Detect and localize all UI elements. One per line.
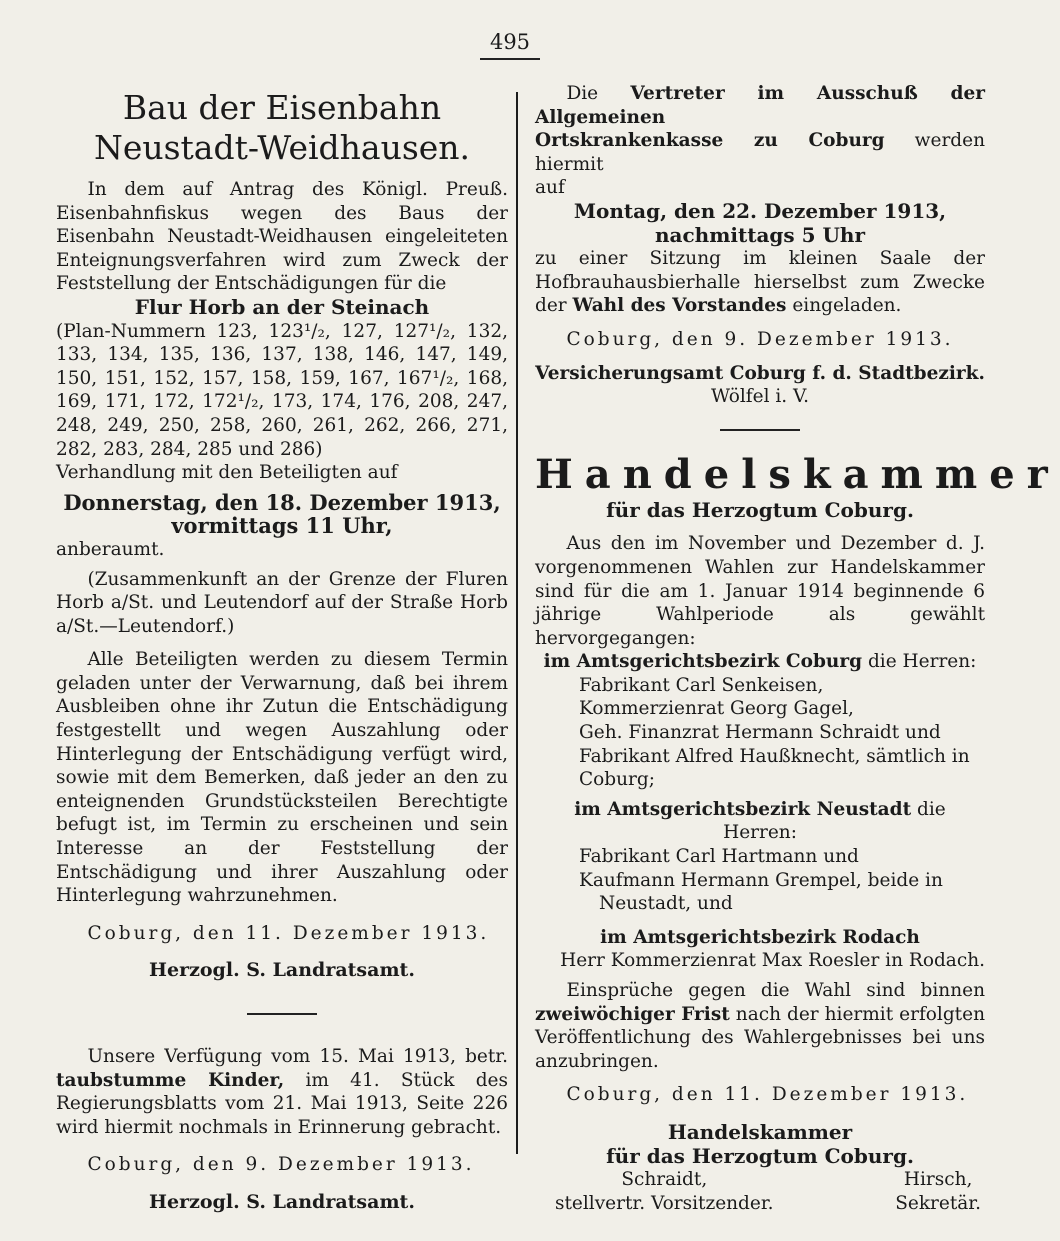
verhandlung-text: Verhandlung mit den Beteiligten auf <box>56 462 398 484</box>
hk-place-date: Coburg, den 11. Dezember 1913. <box>566 1084 969 1106</box>
notice-place-date: Coburg, den 11. Dezember 1913. <box>87 922 490 944</box>
ak-body <box>535 247 985 318</box>
ak-line2 <box>535 129 985 176</box>
notice2-pre: Unsere Verfügung vom 15. Mai 1913, betr. <box>87 1046 508 1067</box>
notice2-text <box>56 1045 508 1139</box>
notice-intro: In dem auf Antrag des Königl. Preuß. Eisenbahnfiskus wegen des Baus der Eisenbahn Neustadt-Weidhausen eingeleiteten Enteignungsverfahren wird zum Zweck der Feststellung der Entschädigungen für die <box>56 179 508 295</box>
meeting-place: (Zusammenkunft an der Grenze der Fluren Horb a/St. und Leutendorf auf der Straße Horb a/St.—Leutendorf.) <box>56 568 508 637</box>
list-item: Kommerzienrat Georg Gagel, <box>579 698 854 720</box>
plan-numbers: (Plan-Nummern 123, 123¹/₂, 127, 127¹/₂, 132, 133, 134, 135, 136, 137, 138, 146, 147, 149, 150, 151, 152, 157, 158, 159, 167, 167¹/₂, 168, 169, 171, 172, 172¹/₂, 173, 174, 176, 208, 247, 248, 249, 250, 258, 260, 261, 262, 266, 271, 282, 283, 284, 285 und 286) <box>56 320 508 460</box>
einspruch-bold: zweiwöchiger Frist <box>535 1003 730 1025</box>
bezirk1-names <box>535 674 985 792</box>
bezirk2-heading <box>535 798 985 845</box>
signatory-right <box>895 1168 981 1215</box>
ak-authority: Versicherungsamt Coburg f. d. Stadtbezirk. <box>535 362 985 384</box>
signatory-left <box>555 1168 774 1215</box>
ak-body-bold: Wahl des Vorstandes <box>572 295 787 317</box>
signatory-right-role: Sekretär. <box>895 1192 981 1214</box>
notice-body: Alle Beteiligten werden zu diesem Termin geladen unter der Verwarnung, daß bei ihrem Ausbleiben ohne ihr Zutun die Entschädigung festgestellt und wegen Auszahlung oder Hinterlegung der Entschädigung verfügt wird, sowie mit dem Bemerken, daß jeder an den zu enteignenden Grundstücksteilen Berechtigte befugt ist, im Termin zu erscheinen und sein Interesse an der Feststellung der Entschädigung und ihrer Auszahlung oder Hinterlegung wahrzunehmen. <box>56 649 508 907</box>
bezirk2-post: die Herren: <box>723 798 946 844</box>
bezirk1-post: die Herren: <box>867 651 977 673</box>
ak-line1-bold: Vertreter im Ausschuß der Allgemeinen <box>535 83 985 128</box>
notice-title-line1: Bau der Eisenbahn <box>122 88 442 127</box>
ak-line1-pre: Die <box>566 83 599 104</box>
bezirk1-heading <box>535 650 985 674</box>
bezirk3-heading: im Amtsgerichtsbezirk Rodach <box>600 926 920 948</box>
hk-signature-line1: Handelskammer <box>667 1119 853 1144</box>
einspruch-post: nach der hiermit erfolgten Veröffentlichung des Wahlergebnisses bei uns anzubringen. <box>535 1003 985 1072</box>
list-item: Neustadt, und <box>599 893 733 915</box>
notice2-place-date: Coburg, den 9. Dezember 1913. <box>87 1154 475 1176</box>
list-item: Coburg; <box>579 769 655 791</box>
list-item: Geh. Finanzrat Hermann Schraidt und <box>579 722 941 744</box>
meeting-time: vormittags 11 Uhr, <box>171 513 393 539</box>
list-item: Fabrikant Alfred Haußknecht, sämtlich in <box>579 745 970 767</box>
ak-place-date: Coburg, den 9. Dezember 1913. <box>566 328 954 350</box>
hk-signatories <box>535 1168 985 1215</box>
ak-body-post: eingeladen. <box>792 295 902 317</box>
signatory-right-name: Hirsch, <box>903 1169 973 1191</box>
ak-body-pre: zu einer Sitzung im kleinen Saale der Hofbrauhausbierhalle hierselbst zum Zwecke der <box>535 248 985 317</box>
page-number: 495 <box>489 30 531 54</box>
bezirk1-bold: im Amtsgerichtsbezirk Coburg <box>543 651 863 673</box>
hk-signature-line2: für das Herzogtum Coburg. <box>606 1143 914 1168</box>
notice2-bold: taubstumme Kinder, <box>56 1069 285 1091</box>
hk-title: Handelskammer <box>535 450 1060 498</box>
bezirk2-bold: im Amtsgerichtsbezirk Neustadt <box>574 798 912 820</box>
notice2-authority: Herzogl. S. Landratsamt. <box>149 1190 415 1213</box>
ak-line1 <box>535 82 985 129</box>
column-divider <box>516 92 518 1154</box>
anberaumt-text: anberaumt. <box>56 538 165 560</box>
page-number-rule <box>480 58 540 60</box>
meeting-date: Donnerstag, den 18. Dezember 1913, <box>63 489 501 515</box>
signatory-left-name: Schraidt, <box>621 1169 708 1191</box>
hk-subtitle: für das Herzogtum Coburg. <box>606 497 914 522</box>
list-item: Kaufmann Hermann Grempel, beide in <box>579 869 943 891</box>
hk-intro: Aus den im November und Dezember d. J. vorgenommenen Wahlen zur Handelskammer sind für die am 1. Januar 1914 beginnende 6 jährige Wahlperiode als gewählt hervorgegangen: <box>535 533 985 649</box>
notice-title-line2: Neustadt-Weidhausen. <box>93 128 471 167</box>
right-column <box>535 82 1060 1215</box>
list-item: Fabrikant Carl Hartmann und <box>579 846 859 868</box>
einspruch-pre: Einsprüche gegen die Wahl sind binnen <box>566 980 985 1001</box>
ak-line2-post: werden hiermit <box>535 130 985 175</box>
ak-date: Montag, den 22. Dezember 1913, <box>573 198 947 223</box>
notice-authority: Herzogl. S. Landratsamt. <box>149 959 415 982</box>
left-column <box>56 82 508 1215</box>
ak-time: nachmittags 5 Uhr <box>654 222 866 247</box>
notice2-post: im 41. Stück des Regierungsblatts vom 21. Mai 1913, Seite 226 wird hiermit nochmals in Erinnerung gebracht. <box>56 1069 508 1138</box>
ak-signer: Wölfel i. V. <box>710 386 810 408</box>
ak-line3: auf <box>535 177 565 199</box>
signatory-left-role: stellvertr. Vorsitzender. <box>555 1192 774 1214</box>
bezirk3-name: Herr Kommerzienrat Max Roesler in Rodach. <box>560 950 985 972</box>
einspruch-text <box>535 979 985 1073</box>
list-item: Fabrikant Carl Senkeisen, <box>579 674 824 696</box>
bezirk2-names <box>535 845 985 916</box>
flur-heading: Flur Horb an der Steinach <box>134 294 430 319</box>
ak-line2-bold: Ortskrankenkasse zu Coburg <box>535 130 885 152</box>
